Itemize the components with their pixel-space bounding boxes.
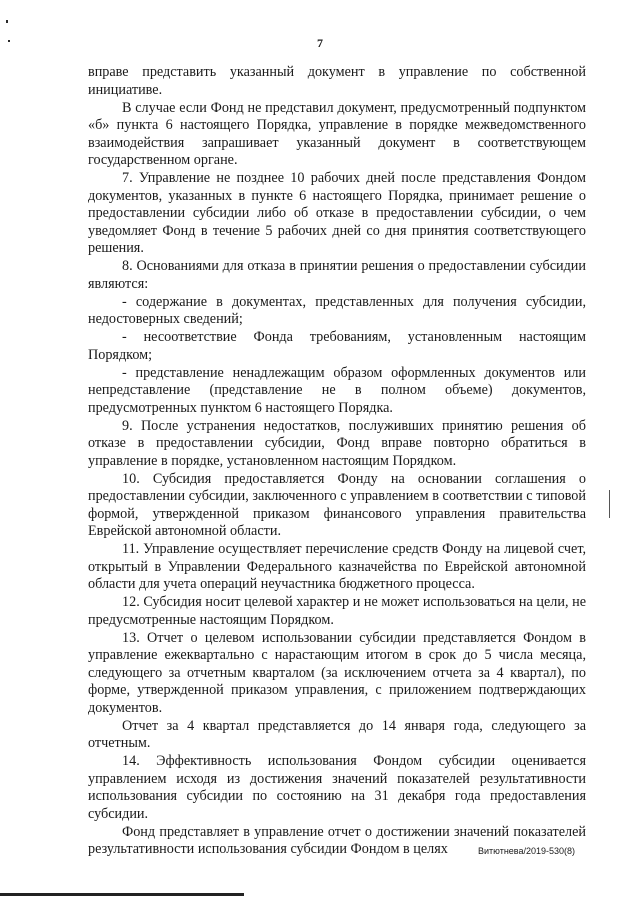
paragraph: Фонд представляет в управление отчет о достижении значений показателей результативности использования субсидии Фондом в целях [88,823,586,857]
paragraph: 9. После устранения недостатков, послуживших принятию решения об отказе в предоставлении субсидии, Фонд вправе повторно обратиться в управление в порядке, установленном настоящим Порядком. [88,417,586,469]
paragraph: 8. Основаниями для отказа в принятии решения о предоставлении субсидии являются: [88,258,586,292]
paragraph: Отчет за 4 квартал представляется до 14 января года, следующего за отчетным. [88,717,586,751]
bottom-rule [0,893,244,896]
paragraph: 7. Управление не позднее 10 рабочих дней после представления Фондом документов, указанных в пункте 6 настоящего Порядка, принимает решение о предоставлении субсидии либо об отказе в предоставлении субсидии, о чем уведомляет Фонд в течение 5 рабочих дней со дня принятия соответствующего решения. [88,170,586,256]
document-body [88,64,586,859]
document-code: Витютнева/2019-530(8) [478,846,576,856]
paragraph: 10. Субсидия предоставляется Фонду на основании соглашения о предоставлении субсидии, заключенного с управлением в соответствии с типовой формой, утвержденной приказом финансового управления правительства Еврейской автономной области. [88,470,586,539]
paragraph: вправе представить указанный документ в управление по собственной инициативе. [88,64,586,98]
paragraph: В случае если Фонд не представил документ, предусмотренный подпунктом «б» пункта 6 настоящего Порядка, управление в порядке межведомственного взаимодействия запрашивает указанный документ в соответствующем государственном органе. [88,99,586,168]
paragraph: 13. Отчет о целевом использовании субсидии представляется Фондом в управление ежеквартально с нарастающим итогом в срок до 5 числа месяца, следующего за отчетным кварталом (за исключением отчета за 4 квартал), по форме, утвержденной приказом управления, с приложением подтверждающих документов. [88,629,586,716]
paragraph: 11. Управление осуществляет перечисление средств Фонду на лицевой счет, открытый в Управлении Федерального казначейства по Еврейской автономной области для учета операций неучастника бюджетного процесса. [88,541,586,592]
page-number: 7 [317,36,323,50]
paragraph: 12. Субсидия носит целевой характер и не может использоваться на цели, не предусмотренные настоящим Порядком. [88,594,586,628]
paragraph: 14. Эффективность использования Фондом субсидии оценивается управлением исходя из достижения значений показателей результативности использования субсидии по состоянию на 31 декабря года предоставления субсидии. [88,753,586,822]
list-item: - представление ненадлежащим образом оформленных документов или непредставление (представление не в полном объеме) документов, предусмотренных пунктом 6 настоящего Порядка. [88,364,586,416]
list-item: - содержание в документах, представленных для получения субсидии, недостоверных сведений; [88,293,586,327]
list-item: - несоответствие Фонда требованиям, установленным настоящим Порядком; [88,329,586,363]
scan-speck [6,20,8,23]
margin-line [609,490,610,518]
